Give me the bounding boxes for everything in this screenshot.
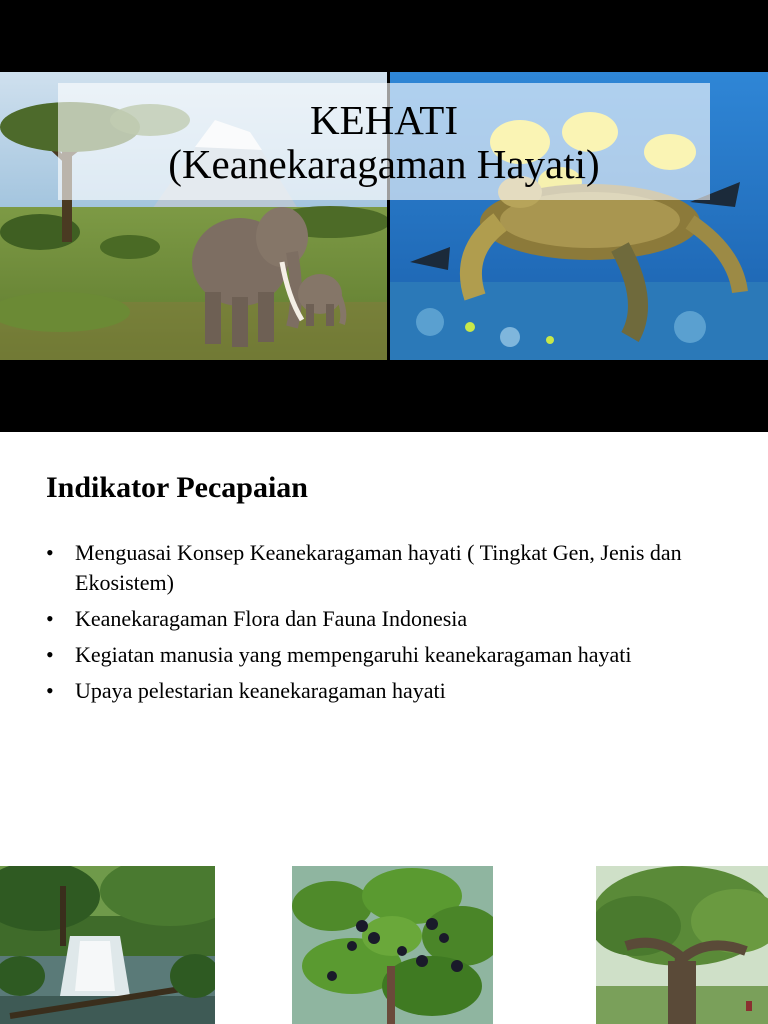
- bullet-marker: •: [46, 642, 54, 667]
- title-banner: [0, 0, 768, 432]
- slide-subtitle: (Keanekaragaman Hayati): [168, 140, 600, 187]
- large-tree-photo: [596, 866, 768, 1024]
- bullet-marker: •: [46, 678, 54, 703]
- bullet-text: Kegiatan manusia yang mempengaruhi keanekaragaman hayati: [75, 642, 632, 667]
- forest-waterfall-photo: [0, 866, 215, 1024]
- bullet-marker: •: [46, 540, 54, 565]
- bullet-marker: •: [46, 606, 54, 631]
- bullet-text: Keanekaragaman Flora dan Fauna Indonesia: [75, 606, 468, 631]
- slide-title: KEHATI: [309, 96, 459, 143]
- list-item: [46, 676, 736, 706]
- indicator-list: [46, 538, 736, 712]
- section-heading: Indikator Pecapaian: [46, 471, 308, 504]
- list-item: [46, 640, 736, 670]
- berry-plant-photo: [292, 866, 493, 1024]
- slide-title-box: [58, 83, 710, 200]
- bullet-text: Menguasai Konsep Keanekaragaman hayati ( Tingkat Gen, Jenis dan Ekosistem): [75, 540, 682, 595]
- bullet-text: Upaya pelestarian keanekaragaman hayati: [75, 678, 446, 703]
- list-item: [46, 604, 736, 634]
- list-item: [46, 538, 736, 598]
